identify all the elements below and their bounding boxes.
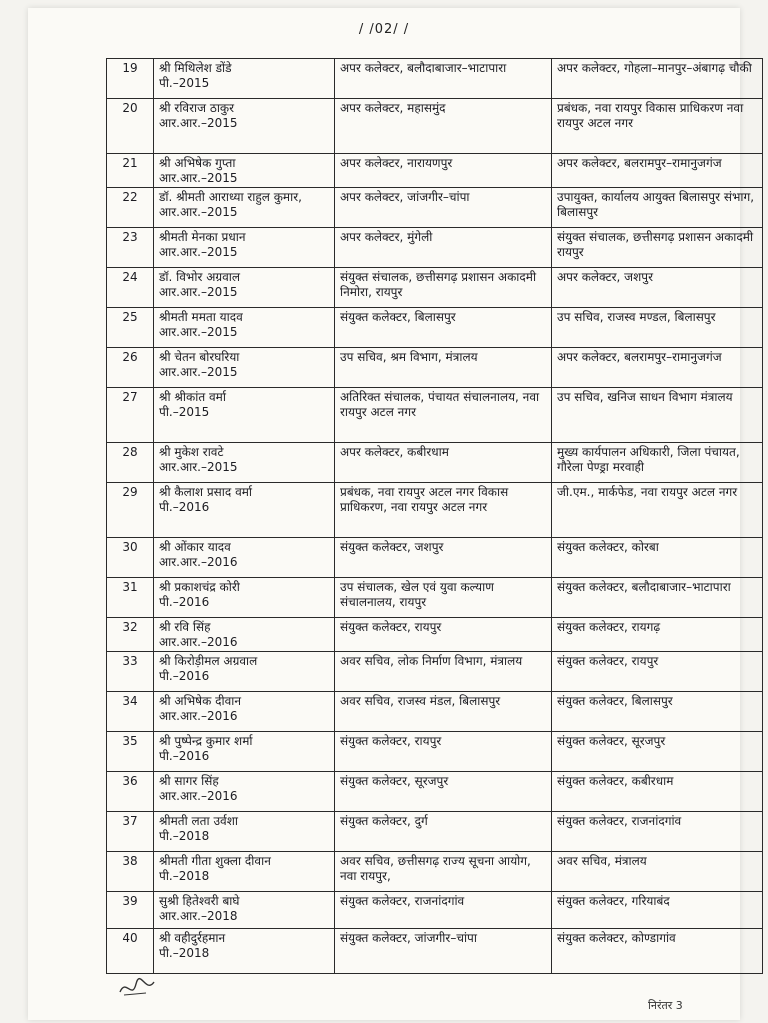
- serial-number: 26: [107, 348, 154, 388]
- current-posting: अवर सचिव, छत्तीसगढ़ राज्य सूचना आयोग, नवा रायपुर,: [335, 852, 552, 892]
- officer-cell: [154, 732, 335, 772]
- service-batch: आर.आर.–2016: [159, 789, 238, 803]
- officer-cell: [154, 812, 335, 852]
- officer-name: श्री सागर सिंह: [159, 774, 219, 788]
- new-posting: संयुक्त कलेक्टर, बलौदाबाजार–भाटापारा: [552, 578, 763, 618]
- officer-cell: [154, 772, 335, 812]
- continued-label: निरंतर 3: [648, 999, 683, 1012]
- table-row: [107, 692, 763, 732]
- table-row: [107, 188, 763, 228]
- officer-cell: [154, 268, 335, 308]
- service-batch: पी.–2015: [159, 76, 210, 90]
- serial-number: 38: [107, 852, 154, 892]
- officer-name: डॉ. श्रीमती आराध्या राहुल कुमार, आर.आर.–2015: [159, 190, 302, 219]
- new-posting: उप सचिव, खनिज साधन विभाग मंत्रालय: [552, 388, 763, 443]
- new-posting: अपर कलेक्टर, गोहला–मानपुर–अंबागढ़ चौकी: [552, 59, 763, 99]
- new-posting: मुख्य कार्यपालन अधिकारी, जिला पंचायत, गौरेला पेण्ड्रा मरवाही: [552, 443, 763, 483]
- officer-cell: [154, 892, 335, 929]
- officer-cell: [154, 443, 335, 483]
- current-posting: अपर कलेक्टर, बलौदाबाजार–भाटापारा: [335, 59, 552, 99]
- service-batch: आर.आर.–2016: [159, 635, 238, 649]
- officer-cell: [154, 578, 335, 618]
- officer-name: श्री मिथिलेश डोंडे: [159, 61, 232, 75]
- document-page: [28, 8, 755, 1020]
- serial-number: 34: [107, 692, 154, 732]
- service-batch: आर.आर.–2015: [159, 365, 238, 379]
- service-batch: पी.–2018: [159, 946, 210, 960]
- current-posting: संयुक्त संचालक, छत्तीसगढ़ प्रशासन अकादमी निमोरा, रायपुर: [335, 268, 552, 308]
- serial-number: 22: [107, 188, 154, 228]
- new-posting: अपर कलेक्टर, बलरामपुर–रामानुजगंज: [552, 154, 763, 188]
- officer-name: श्री श्रीकांत वर्मा: [159, 390, 226, 404]
- serial-number: 20: [107, 99, 154, 154]
- current-posting: अतिरिक्त संचालक, पंचायत संचालनालय, नवा रायपुर अटल नगर: [335, 388, 552, 443]
- table-row: [107, 618, 763, 652]
- officer-name: श्री प्रकाशचंद्र कोरी: [159, 580, 240, 594]
- service-batch: आर.आर.–2015: [159, 171, 238, 185]
- officer-name: श्री रविराज ठाकुर: [159, 101, 235, 115]
- new-posting: संयुक्त कलेक्टर, सूरजपुर: [552, 732, 763, 772]
- table-row: [107, 578, 763, 618]
- table-row: [107, 308, 763, 348]
- officer-name: श्रीमती गीता शुक्ला दीवान: [159, 854, 271, 868]
- table-row: [107, 652, 763, 692]
- new-posting: संयुक्त संचालक, छत्तीसगढ़ प्रशासन अकादमी रायपुर: [552, 228, 763, 268]
- service-batch: आर.आर.–2015: [159, 460, 238, 474]
- current-posting: प्रबंधक, नवा रायपुर अटल नगर विकास प्राधिकरण, नवा रायपुर अटल नगर: [335, 483, 552, 538]
- officer-name: श्रीमती ममता यादव: [159, 310, 243, 324]
- officer-cell: [154, 652, 335, 692]
- service-batch: आर.आर.–2015: [159, 116, 238, 130]
- table-row: [107, 443, 763, 483]
- serial-number: 33: [107, 652, 154, 692]
- officer-cell: [154, 483, 335, 538]
- officer-cell: [154, 188, 335, 228]
- officer-cell: [154, 59, 335, 99]
- serial-number: 24: [107, 268, 154, 308]
- current-posting: संयुक्त कलेक्टर, जशपुर: [335, 538, 552, 578]
- officer-cell: [154, 308, 335, 348]
- table-row: [107, 268, 763, 308]
- new-posting: उप सचिव, राजस्व मण्डल, बिलासपुर: [552, 308, 763, 348]
- service-batch: पी.–2016: [159, 749, 210, 763]
- table-row: [107, 772, 763, 812]
- table-row: [107, 538, 763, 578]
- signature-mark: [116, 976, 158, 998]
- serial-number: 32: [107, 618, 154, 652]
- new-posting: संयुक्त कलेक्टर, राजनांदगांव: [552, 812, 763, 852]
- officer-name: श्री ओंकार यादव: [159, 540, 231, 554]
- table-row: [107, 812, 763, 852]
- current-posting: अपर कलेक्टर, मुंगेली: [335, 228, 552, 268]
- officer-name: श्री किरोड़ीमल अग्रवाल: [159, 654, 258, 668]
- current-posting: अपर कलेक्टर, महासमुंद: [335, 99, 552, 154]
- current-posting: अपर कलेक्टर, कबीरधाम: [335, 443, 552, 483]
- officer-cell: [154, 538, 335, 578]
- service-batch: आर.आर.–2016: [159, 709, 238, 723]
- officer-cell: [154, 348, 335, 388]
- service-batch: पी.–2015: [159, 405, 210, 419]
- table-row: [107, 483, 763, 538]
- officer-name: श्री रवि सिंह: [159, 620, 211, 634]
- table-row: [107, 228, 763, 268]
- current-posting: अवर सचिव, राजस्व मंडल, बिलासपुर: [335, 692, 552, 732]
- service-batch: आर.आर.–2015: [159, 285, 238, 299]
- table-row: [107, 388, 763, 443]
- transfer-table: [106, 58, 763, 974]
- table-row: [107, 852, 763, 892]
- service-batch: पी.–2016: [159, 669, 210, 683]
- service-batch: आर.आर.–2015: [159, 245, 238, 259]
- new-posting: संयुक्त कलेक्टर, कोरबा: [552, 538, 763, 578]
- current-posting: संयुक्त कलेक्टर, राजनांदगांव: [335, 892, 552, 929]
- officer-name: श्री कैलाश प्रसाद वर्मा: [159, 485, 253, 499]
- serial-number: 39: [107, 892, 154, 929]
- officer-cell: [154, 852, 335, 892]
- serial-number: 27: [107, 388, 154, 443]
- officer-cell: [154, 99, 335, 154]
- serial-number: 19: [107, 59, 154, 99]
- officer-cell: [154, 692, 335, 732]
- current-posting: अपर कलेक्टर, जांजगीर–चांपा: [335, 188, 552, 228]
- officer-cell: [154, 154, 335, 188]
- current-posting: अवर सचिव, लोक निर्माण विभाग, मंत्रालय: [335, 652, 552, 692]
- new-posting: संयुक्त कलेक्टर, रायपुर: [552, 652, 763, 692]
- officer-name: सुश्री हितेश्वरी बाघे: [159, 894, 240, 908]
- serial-number: 28: [107, 443, 154, 483]
- current-posting: संयुक्त कलेक्टर, दुर्ग: [335, 812, 552, 852]
- officer-cell: [154, 388, 335, 443]
- table-body: [107, 59, 763, 974]
- serial-number: 40: [107, 929, 154, 974]
- current-posting: अपर कलेक्टर, नारायणपुर: [335, 154, 552, 188]
- new-posting: अवर सचिव, मंत्रालय: [552, 852, 763, 892]
- service-batch: आर.आर.–2015: [159, 325, 238, 339]
- new-posting: जी.एम., मार्कफेड, नवा रायपुर अटल नगर: [552, 483, 763, 538]
- new-posting: संयुक्त कलेक्टर, गरियाबंद: [552, 892, 763, 929]
- table-row: [107, 348, 763, 388]
- serial-number: 23: [107, 228, 154, 268]
- service-batch: आर.आर.–2018: [159, 909, 238, 923]
- current-posting: संयुक्त कलेक्टर, सूरजपुर: [335, 772, 552, 812]
- service-batch: पी.–2016: [159, 595, 210, 609]
- current-posting: संयुक्त कलेक्टर, बिलासपुर: [335, 308, 552, 348]
- current-posting: संयुक्त कलेक्टर, रायपुर: [335, 618, 552, 652]
- table-row: [107, 732, 763, 772]
- officer-cell: [154, 228, 335, 268]
- officer-name: श्री पुष्पेन्द्र कुमार शर्मा: [159, 734, 253, 748]
- table-row: [107, 99, 763, 154]
- service-batch: पी.–2018: [159, 869, 210, 883]
- service-batch: आर.आर.–2016: [159, 555, 238, 569]
- current-posting: उप सचिव, श्रम विभाग, मंत्रालय: [335, 348, 552, 388]
- new-posting: उपायुक्त, कार्यालय आयुक्त बिलासपुर संभाग, बिलासपुर: [552, 188, 763, 228]
- service-batch: पी.–2018: [159, 829, 210, 843]
- service-batch: पी.–2016: [159, 500, 210, 514]
- new-posting: संयुक्त कलेक्टर, रायगढ़: [552, 618, 763, 652]
- officer-name: श्री अभिषेक दीवान: [159, 694, 242, 708]
- serial-number: 25: [107, 308, 154, 348]
- officer-cell: [154, 929, 335, 974]
- officer-name: डॉ. विभोर अग्रवाल: [159, 270, 241, 284]
- page-number: / /02/ /: [358, 22, 410, 37]
- table-row: [107, 929, 763, 974]
- serial-number: 21: [107, 154, 154, 188]
- officer-name: श्री वहीदुर्रहमान: [159, 931, 226, 945]
- officer-name: श्री चेतन बोरघरिया: [159, 350, 240, 364]
- serial-number: 30: [107, 538, 154, 578]
- officer-name: श्रीमती मेनका प्रधान: [159, 230, 246, 244]
- new-posting: संयुक्त कलेक्टर, कबीरधाम: [552, 772, 763, 812]
- serial-number: 35: [107, 732, 154, 772]
- table-row: [107, 59, 763, 99]
- officer-name: श्रीमती लता उर्वशा: [159, 814, 238, 828]
- officer-name: श्री अभिषेक गुप्ता: [159, 156, 236, 170]
- officer-name: श्री मुकेश रावटे: [159, 445, 224, 459]
- new-posting: अपर कलेक्टर, जशपुर: [552, 268, 763, 308]
- new-posting: अपर कलेक्टर, बलरामपुर–रामानुजगंज: [552, 348, 763, 388]
- new-posting: संयुक्त कलेक्टर, बिलासपुर: [552, 692, 763, 732]
- serial-number: 31: [107, 578, 154, 618]
- officer-cell: [154, 618, 335, 652]
- serial-number: 29: [107, 483, 154, 538]
- table-row: [107, 892, 763, 929]
- table-row: [107, 154, 763, 188]
- serial-number: 37: [107, 812, 154, 852]
- new-posting: प्रबंधक, नवा रायपुर विकास प्राधिकरण नवा रायपुर अटल नगर: [552, 99, 763, 154]
- current-posting: उप संचालक, खेल एवं युवा कल्याण संचालनालय, रायपुर: [335, 578, 552, 618]
- new-posting: संयुक्त कलेक्टर, कोण्डागांव: [552, 929, 763, 974]
- current-posting: संयुक्त कलेक्टर, जांजगीर–चांपा: [335, 929, 552, 974]
- serial-number: 36: [107, 772, 154, 812]
- current-posting: संयुक्त कलेक्टर, रायपुर: [335, 732, 552, 772]
